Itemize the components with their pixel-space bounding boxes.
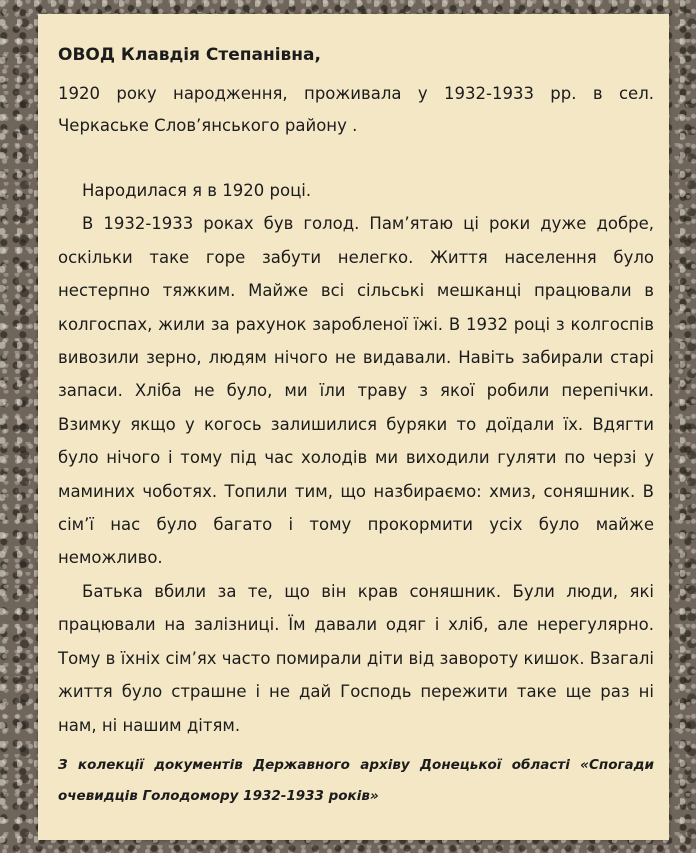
testimony-body [58, 44, 654, 742]
paragraph-famine: В 1932-1933 роках був голод. Пам’ятаю ці роки дуже добре, оскільки таке горе забути нелегко. Життя населення було нестерпно тяжким. Майже всі сільські мешканці працювали в колгоспах, жили за рахунок заробленої їжі. В 1932 році з колгоспів вивозили зерно, людям нічого не видавали. Навіть забирали старі запаси. Хліба не було, ми їли траву з якої робили перепічки. Взимку якщо у когось залишилися буряки то доїдали їх. Вдягти було нічого і тому під час холодів ми виходили гуляти по черзі у маминих чоботях. Топили тим, що назбираємо: хмиз, соняшник. В сім’ї нас було багато і тому прокормити усіх було майже неможливо. [58, 214, 654, 568]
source-citation: З колекції документів Державного архіву Донецької області «Спогади очевидців Голодомору 1932-1933 років» [58, 757, 654, 804]
witness-details: 1920 року народження, проживала у 1932-1933 рр. в сел. Черкаське Слов’янського району . [58, 84, 654, 135]
paragraph-birth: Народилася я в 1920 році. [82, 181, 312, 200]
witness-name: ОВОД Клавдія Степанівна, [58, 45, 321, 65]
paragraph-father: Батька вбили за те, що він крав соняшник. Були люди, які працювали на залізниці. Їм давали одяг і хліб, але нерегулярно. Тому в їхніх сім’ях часто помирали діти від завороту кишок. Взагалі життя було страшне і не дай Господь пережити таке ще раз ні нам, ні нашим дітям. [58, 581, 654, 735]
